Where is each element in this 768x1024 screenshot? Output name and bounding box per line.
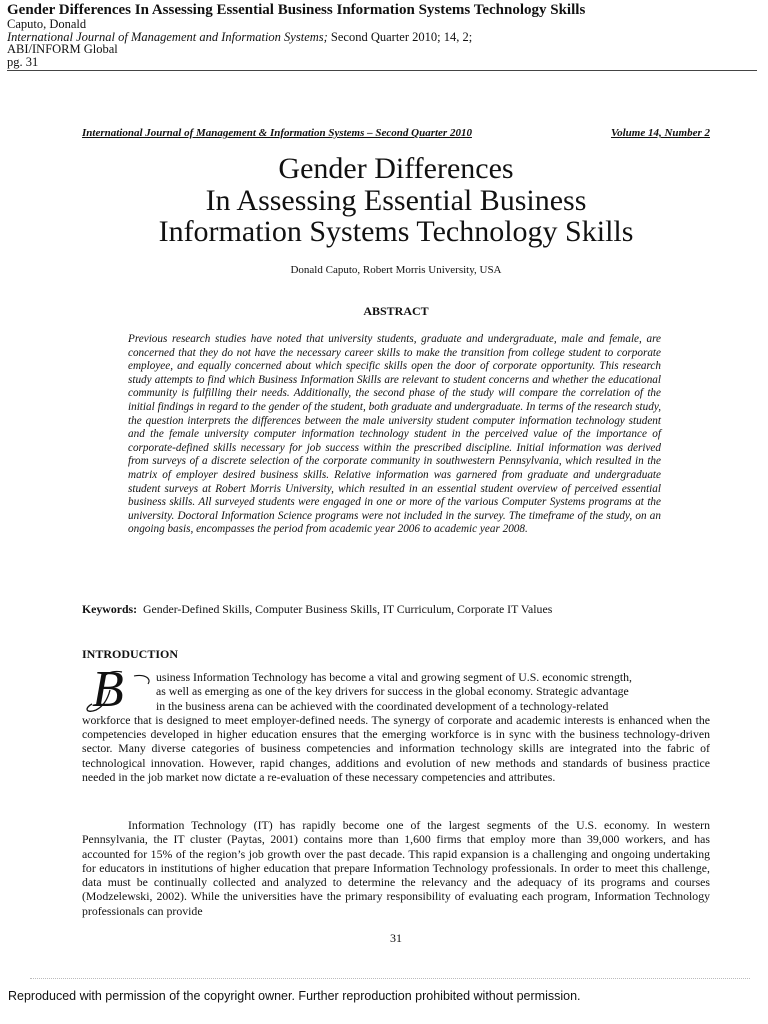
drop-cap-lead-lines [156,670,710,713]
article-author: Donald Caputo, Robert Morris University, USA [290,264,502,276]
lead-line: as well as emerging as one of the key drivers for success in the global economy. Strategic advantage [156,684,629,699]
citation-page: pg. 31 [7,54,39,69]
copyright-footer: Reproduced with permission of the copyright owner. Further reproduction prohibited without permission. [8,989,581,1003]
citation-journal: International Journal of Management and Information Systems; [7,29,328,44]
page-number: 31 [390,931,402,945]
drop-cap-letter: B [92,668,124,714]
abstract-text: Previous research studies have noted that university students, graduate and undergraduate, male and female, are concerned that they do not have the necessary career skills to make the transition from college student to corporate employee, and equally concerned about which specific skills open the door of corporate opportunity. This research study attempts to find which Business Information Skills are relevant to student concerns and whether the educational community is fulfilling their needs. Additionally, the second phase of the study will compare the correlation of the initial findings in regard to the gender of the student, both graduate and undergraduate. In terms of the research study, the question interprets the differences between the male university student computer information technology student and the female university computer information technology student in the perceived value of the importance of corporate-defined skills necessary for job success within the prescribed discipline. Initial information was derived from surveys of a discrete selection of the corporate community in southwestern Pennsylvania, which resulted in the matrix of employer desired business skills. Relative information was garnered from graduate and undergraduate student surveys at Robert Morris University, which resulted in an essential student overview of perceived essential business skills. All surveyed students were engaged in one or more of the various Computer Systems programs at the university. Doctoral Information Science programs were not included in the survey. The timeframe of the study, on an ongoing basis, encompasses the period from academic year 2006 to academic year 2008. [128,333,661,536]
lead-line: usiness Information Technology has become a vital and growing segment of U.S. economic strength, [156,670,632,684]
citation-author: Caputo, Donald [7,17,87,31]
article-title [82,153,710,248]
keywords-line [82,602,722,617]
keywords-list: Gender-Defined Skills, Computer Business Skills, IT Curriculum, Corporate IT Values [142,602,553,616]
citation-issue: Second Quarter 2010; 14, 2; [327,29,473,44]
introduction-heading: INTRODUCTION [82,647,179,661]
article-title-line: In Assessing Essential Business [205,183,587,217]
intro-paragraph-2: Information Technology (IT) has rapidly become one of the largest segments of the U.S. economy. In western Pennsylvania, the IT cluster (Paytas, 2001) contains more than 1,600 firms that employ more than 39,000 workers, and has accounted for 15% of the region’s job growth over the past decade. This rapid expansion is a challenging and ongoing undertaking for educators in institutions of higher education that prepare Information Technology professionals. In order to meet this challenge, data must be continually collected and analyzed to determine the relevancy and the adequacy of its programs and courses (Modzelewski, 2002). While the universities have the primary responsibility of evaluating each program, Information Technology professionals can provide [82,818,710,918]
article-title-line: Information Systems Technology Skills [158,215,634,248]
citation-title: Gender Differences In Assessing Essential Business Information Systems Technology Skills [7,2,586,18]
article-title-line: Gender Differences [278,152,514,185]
running-head [82,127,710,139]
abstract-heading: ABSTRACT [363,304,429,318]
lead-line: in the business arena can be achieved with the coordinated development of a technology-related [156,698,609,713]
citation-database: ABI/INFORM Global [7,42,118,56]
scan-artifact-line [30,978,750,981]
running-head-volume: Volume 14, Number 2 [610,127,710,139]
intro-paragraph-1 [82,670,710,784]
running-head-journal: International Journal of Management & Information Systems – Second Quarter 2010 [82,127,472,139]
keywords-label: Keywords: [82,602,138,616]
intro-paragraph-1-body: workforce that is designed to meet employer-defined needs. The synergy of corporate and academic interests is enhanced when the competencies developed in higher education ensures that the emerging workforce is in sync with the business technology-driven sector. Many diverse categories of business competencies and information technology skills are integrated into the fabric of technological innovation. However, rapid changes, additions and evolution of new methods and standards of business practice needed in the job market now dictate a re-evaluation of these necessary competencies and attributes. [82,712,710,785]
